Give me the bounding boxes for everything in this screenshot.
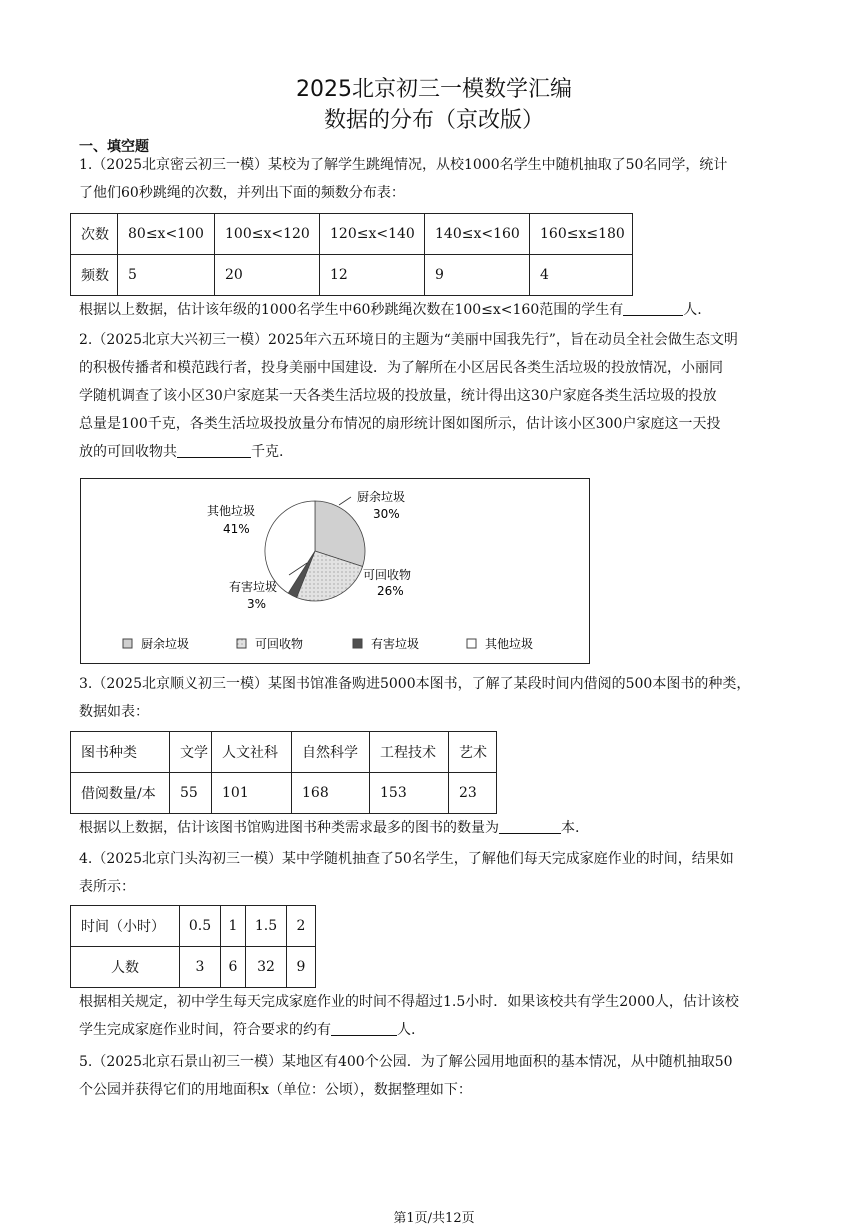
table-cell: 4 (530, 255, 633, 296)
legend-swatch (123, 639, 132, 648)
legend-label: 有害垃圾 (371, 637, 420, 651)
q4-answer-pre: 学生完成家庭作业时间，符合要求的约有 (79, 1022, 331, 1038)
table-cell: 文学 (170, 732, 212, 773)
page-footer: 第1页/共12页 (393, 1211, 475, 1226)
legend-swatch (353, 639, 362, 648)
q5-line2: 个公园并获得它们的用地面积x（单位：公顷），数据整理如下： (79, 1082, 472, 1098)
table-cell: 153 (370, 773, 449, 814)
table-cell: 32 (246, 947, 287, 988)
doc-title: 2025北京初三一模数学汇编 (296, 77, 572, 102)
table-cell: 1 (221, 906, 246, 947)
table-cell: 次数 (71, 214, 118, 255)
table-cell: 2 (287, 906, 316, 947)
q1-answer-post: 人. (683, 302, 702, 318)
q2-last-post: 千克. (251, 444, 284, 460)
q1-answer-line (79, 296, 810, 324)
q1-stem (79, 151, 810, 207)
table-row (71, 906, 316, 947)
q3-answer-pre: 根据以上数据，估计该图书馆购进图书种类需求最多的图书的数量为 (79, 820, 499, 836)
table-cell: 168 (292, 773, 370, 814)
table-cell: 工程技术 (370, 732, 449, 773)
doc-subtitle: 数据的分布（京改版） (323, 108, 544, 133)
q4-answer-line1: 根据相关规定，初中学生每天完成家庭作业的时间不得超过1.5小时．如果该校共有学生2000人，估计该校 (79, 994, 739, 1010)
q1-line1: 1.（2025北京密云初三一模）某校为了解学生跳绳情况，从校1000名学生中随机抽取了50名同学，统计 (79, 157, 728, 173)
pie-label-kitchen-value: 30% (373, 507, 400, 521)
q5-line1: 5.（2025北京石景山初三一模）某地区有400个公园．为了解公园用地面积的基本情况，从中随机抽取50 (79, 1054, 733, 1070)
table-row (71, 947, 316, 988)
table-cell: 9 (425, 255, 530, 296)
table-cell: 借阅数量/本 (71, 773, 170, 814)
table-cell: 图书种类 (71, 732, 170, 773)
table-cell: 101 (212, 773, 292, 814)
q2-line: 学随机调查了该小区30户家庭某一天各类生活垃圾的投放量，统计得出这30户家庭各类生活垃圾的投放 (79, 388, 717, 404)
table-cell: 时间（小时） (71, 906, 180, 947)
table-cell: 6 (221, 947, 246, 988)
pie-chart (81, 479, 589, 663)
pie-label-recyclable-value: 26% (377, 584, 404, 598)
table-cell: 160≤x≤180 (530, 214, 633, 255)
table-cell: 140≤x<160 (425, 214, 530, 255)
q2-last-pre: 放的可回收物共 (79, 444, 177, 460)
table-row (71, 214, 633, 255)
legend-label: 厨余垃圾 (141, 637, 190, 651)
table-cell: 1.5 (246, 906, 287, 947)
table-cell: 人文社科 (212, 732, 292, 773)
table-cell: 9 (287, 947, 316, 988)
q2-line: 2.（2025北京大兴初三一模）2025年六五环境日的主题为“美丽中国我先行”，旨在动员全社会做生态文明 (79, 332, 738, 348)
q3-line2: 数据如表： (79, 704, 149, 720)
q3-answer-post: 本. (561, 820, 580, 836)
table-cell: 艺术 (449, 732, 497, 773)
legend-label: 可回收物 (255, 637, 304, 651)
q3-books-table (70, 731, 497, 814)
legend-swatch (237, 639, 246, 648)
table-cell: 20 (215, 255, 320, 296)
q1-line2: 了他们60秒跳绳的次数，并列出下面的频数分布表： (79, 185, 405, 201)
q2-answer-blank[interactable] (177, 443, 251, 458)
q3-answer-line (79, 814, 810, 842)
legend-swatch (467, 639, 476, 648)
pie-chart-frame (80, 478, 590, 664)
q3-stem (79, 670, 810, 726)
table-cell: 频数 (71, 255, 118, 296)
legend-label: 其他垃圾 (485, 637, 534, 651)
table-cell: 55 (170, 773, 212, 814)
pie-legend (123, 636, 533, 651)
q3-line1: 3.（2025北京顺义初三一模）某图书馆准备购进5000本图书，了解了某段时间内借阅的500本图书的种类， (79, 676, 751, 692)
table-cell: 80≤x<100 (118, 214, 215, 255)
q4-stem (79, 845, 810, 901)
table-cell: 23 (449, 773, 497, 814)
q4-answer-blank[interactable] (331, 1021, 397, 1036)
q5-stem (79, 1048, 810, 1104)
q1-answer-blank[interactable] (623, 301, 683, 316)
pie-label-kitchen-name: 厨余垃圾 (357, 490, 406, 504)
table-row (71, 732, 497, 773)
q2-line: 总量是100千克，各类生活垃圾投放量分布情况的扇形统计图如图所示，估计该小区300户家庭这一天投 (79, 416, 721, 432)
q2-stem (79, 326, 810, 466)
pie-label-other-name: 其他垃圾 (207, 504, 256, 518)
q4-line1: 4.（2025北京门头沟初三一模）某中学随机抽查了50名学生，了解他们每天完成家庭作业的时间，结果如 (79, 851, 734, 867)
table-cell: 3 (180, 947, 221, 988)
q4-line2: 表所示： (79, 879, 135, 895)
table-cell: 5 (118, 255, 215, 296)
q3-answer-blank[interactable] (499, 819, 561, 834)
q4-answer (79, 988, 810, 1044)
q4-homework-table (70, 905, 316, 988)
q4-answer-line2 (79, 1016, 810, 1044)
table-row (71, 255, 633, 296)
pie-label-hazardous-name: 有害垃圾 (229, 580, 278, 594)
q1-answer-pre: 根据以上数据，估计该年级的1000名学生中60秒跳绳次数在100≤x<160范围的学生有 (79, 302, 624, 318)
pie-label-recyclable-name: 可回收物 (363, 568, 412, 582)
table-cell: 自然科学 (292, 732, 370, 773)
q2-line-last (79, 438, 810, 466)
table-row (71, 773, 497, 814)
q1-frequency-table (70, 213, 633, 296)
table-cell: 人数 (71, 947, 180, 988)
table-cell: 0.5 (180, 906, 221, 947)
q2-line: 的积极传播者和模范践行者，投身美丽中国建设．为了解所在小区居民各类生活垃圾的投放情况，小丽同 (79, 360, 723, 376)
q4-answer-post: 人. (397, 1022, 416, 1038)
section-heading: 一、填空题 (79, 139, 149, 155)
table-cell: 120≤x<140 (320, 214, 425, 255)
table-cell: 100≤x<120 (215, 214, 320, 255)
table-cell: 12 (320, 255, 425, 296)
pie-label-hazardous-value: 3% (247, 597, 267, 611)
pie-label-other-value: 41% (223, 522, 250, 536)
